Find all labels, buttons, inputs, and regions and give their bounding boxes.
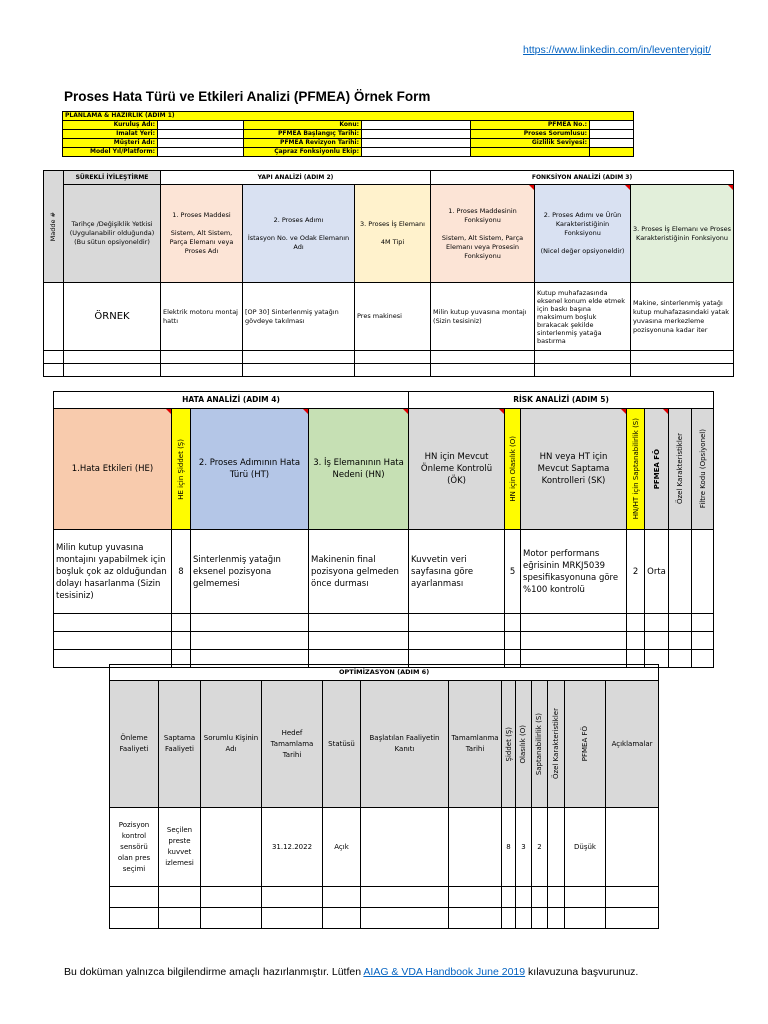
process-item-cell[interactable]: Elektrik motoru montaj hattı xyxy=(161,283,243,351)
continuous-improvement-header: SÜREKLİ İYİLEŞTİRME xyxy=(64,171,161,185)
detection-control-header: HN veya HT için Mevcut Saptama Kontrolleri (SK) xyxy=(521,409,627,530)
planning-value xyxy=(590,148,634,157)
planning-value[interactable] xyxy=(158,148,244,157)
action-priority-cell[interactable]: Düşük xyxy=(565,808,606,887)
occurrence-header: HN için Olasılık (O) xyxy=(505,409,521,530)
empty-cell[interactable] xyxy=(627,632,645,650)
occurrence-cell[interactable]: 5 xyxy=(505,530,521,614)
empty-cell[interactable] xyxy=(516,887,532,908)
function-analysis-header: FONKSİYON ANALİZİ (ADIM 3) xyxy=(431,171,734,185)
empty-cell[interactable] xyxy=(627,614,645,632)
empty-cell[interactable] xyxy=(692,632,714,650)
empty-cell[interactable] xyxy=(505,614,521,632)
empty-cell[interactable] xyxy=(323,887,361,908)
work-element-header: 3. Proses İş Elemanı 4M Tipi xyxy=(355,185,431,283)
status-cell[interactable]: Açık xyxy=(323,808,361,887)
failure-risk-table xyxy=(53,391,714,668)
empty-cell[interactable] xyxy=(516,908,532,929)
planning-table xyxy=(62,111,634,157)
filter-code-header: Filtre Kodu (Opsiyonel) xyxy=(692,409,714,530)
process-item-header: 1. Proses Maddesi Sistem, Alt Sistem, Parça Elemanı veya Proses Adı xyxy=(161,185,243,283)
detection-control-cell[interactable]: Motor performans eğrisinin MRKJ5039 spesifikasyonuna göre %100 kontrolü xyxy=(521,530,627,614)
failure-cause-header: 3. İş Elemanının Hata Nedeni (HN) xyxy=(309,409,409,530)
empty-cell[interactable] xyxy=(309,614,409,632)
failure-mode-cell[interactable]: Sinterlenmiş yatağın eksenel pozisyona gelmemesi xyxy=(191,530,309,614)
work-element-cell[interactable]: Pres makinesi xyxy=(355,283,431,351)
function-item-header: 1. Proses Maddesinin Fonksiyonu Sistem, Alt Sistem, Parça Elemanı veya Prosesin Fonksiyonu xyxy=(431,185,535,283)
empty-cell[interactable] xyxy=(355,351,431,364)
function-element-cell[interactable]: Makine, sinterlenmiş yatağı kutup muhafazasındaki yatak yuvasına merkezleme pozisyonuna kadar iter xyxy=(631,283,734,351)
failure-effect-cell[interactable]: Milin kutup yuvasına montajını yapabilmek için boşluk çok az olduğundan dolayı hasarlanma (Sizin tesisiniz) xyxy=(54,530,172,614)
empty-cell[interactable] xyxy=(110,908,159,929)
history-header: Tarihçe /Değişiklik Yetkisi (Uygulanabilir olduğunda) (Bu sütun opsiyoneldir) xyxy=(64,185,161,283)
planning-value[interactable] xyxy=(362,139,471,148)
empty-cell[interactable] xyxy=(669,650,692,668)
planning-label: PFMEA Başlangıç Tarihi: xyxy=(244,130,362,139)
empty-cell[interactable] xyxy=(645,614,669,632)
planning-label: Müşteri Adı: xyxy=(63,139,158,148)
planning-value[interactable] xyxy=(158,130,244,139)
failure-cause-cell[interactable]: Makinenin final pozisyona gelmeden önce durması xyxy=(309,530,409,614)
structure-analysis-header: YAPI ANALİZİ (ADIM 2) xyxy=(161,171,431,185)
prevention-control-header: HN için Mevcut Önleme Kontrolü (ÖK) xyxy=(409,409,505,530)
empty-cell[interactable] xyxy=(565,887,606,908)
action-evidence-cell[interactable] xyxy=(361,808,449,887)
empty-cell[interactable] xyxy=(521,632,627,650)
empty-cell[interactable] xyxy=(323,908,361,929)
planning-value[interactable] xyxy=(362,148,471,157)
empty-cell[interactable] xyxy=(191,632,309,650)
empty-cell[interactable] xyxy=(161,351,243,364)
target-date-header: Hedef Tamamlama Tarihi xyxy=(262,681,323,808)
footer-text-end: kılavuzuna başvurunuz. xyxy=(525,966,639,978)
planning-value[interactable] xyxy=(158,121,244,130)
empty-cell[interactable] xyxy=(201,908,262,929)
risk-analysis-header: RİSK ANALİZİ (ADIM 5) xyxy=(409,392,714,409)
empty-cell[interactable] xyxy=(606,887,659,908)
planning-label xyxy=(471,148,590,157)
example-label: ÖRNEK xyxy=(64,283,161,351)
detection-action-header: Saptama Faaliyeti xyxy=(159,681,201,808)
prevention-action-cell[interactable]: Pozisyon kontrol sensörü olan pres seçimi xyxy=(110,808,159,887)
planning-label: PFMEA No.: xyxy=(471,121,590,130)
empty-cell[interactable] xyxy=(409,632,505,650)
failure-analysis-header: HATA ANALİZİ (ADIM 4) xyxy=(54,392,409,409)
planning-label: Kuruluş Adı: xyxy=(63,121,158,130)
empty-cell[interactable] xyxy=(262,908,323,929)
special-char-cell[interactable] xyxy=(669,530,692,614)
empty-cell[interactable] xyxy=(159,908,201,929)
structure-function-table xyxy=(43,170,734,377)
detection-cell[interactable]: 2 xyxy=(627,530,645,614)
action-priority-header: PFMEA FÖ xyxy=(645,409,669,530)
planning-value[interactable] xyxy=(590,121,634,130)
action-priority-cell[interactable]: Orta xyxy=(645,530,669,614)
target-date-cell[interactable]: 31.12.2022 xyxy=(262,808,323,887)
empty-cell[interactable] xyxy=(548,908,565,929)
empty-cell[interactable] xyxy=(502,887,516,908)
severity-cell[interactable]: 8 xyxy=(502,808,516,887)
empty-cell[interactable] xyxy=(201,887,262,908)
empty-cell[interactable] xyxy=(645,632,669,650)
empty-cell[interactable] xyxy=(243,364,355,377)
special-char-cell[interactable] xyxy=(548,808,565,887)
empty-cell[interactable] xyxy=(505,632,521,650)
action-priority-header: PFMEA FÖ xyxy=(565,681,606,808)
empty-cell[interactable] xyxy=(548,887,565,908)
responsible-cell[interactable] xyxy=(201,808,262,887)
empty-cell[interactable] xyxy=(692,614,714,632)
severity-cell[interactable]: 8 xyxy=(172,530,191,614)
occurrence-cell[interactable]: 3 xyxy=(516,808,532,887)
optimization-table xyxy=(109,664,659,929)
empty-cell[interactable] xyxy=(521,614,627,632)
process-step-cell[interactable]: [OP 30] Sinterlenmiş yatağın gövdeye takılması xyxy=(243,283,355,351)
empty-cell[interactable] xyxy=(54,632,172,650)
empty-cell[interactable] xyxy=(669,632,692,650)
empty-cell[interactable] xyxy=(565,908,606,929)
empty-cell[interactable] xyxy=(692,650,714,668)
empty-cell[interactable] xyxy=(110,887,159,908)
empty-cell[interactable] xyxy=(361,908,449,929)
prevention-control-cell[interactable]: Kuvvetin veri sayfasına göre ayarlanması xyxy=(409,530,505,614)
optimization-header: OPTİMİZASYON (ADIM 6) xyxy=(110,665,659,681)
empty-cell[interactable] xyxy=(355,364,431,377)
empty-cell[interactable] xyxy=(191,614,309,632)
planning-label: PFMEA Revizyon Tarihi: xyxy=(244,139,362,148)
empty-cell[interactable] xyxy=(309,632,409,650)
planning-value[interactable] xyxy=(590,139,634,148)
action-evidence-header: Başlatılan Faaliyetin Kanıtı xyxy=(361,681,449,808)
empty-cell[interactable] xyxy=(54,614,172,632)
function-element-header: 3. Proses İş Elemanı ve Proses Karakteristiğinin Fonksiyonu xyxy=(631,185,734,283)
prevention-action-header: Önleme Faaliyeti xyxy=(110,681,159,808)
occurrence-header: Olasılık (O) xyxy=(516,681,532,808)
linkedin-link[interactable]: https://www.linkedin.com/in/leventeryigit/ xyxy=(523,44,711,56)
empty-cell[interactable] xyxy=(161,364,243,377)
item-number-header: Madde # xyxy=(44,171,64,283)
failure-mode-header: 2. Proses Adımının Hata Türü (HT) xyxy=(191,409,309,530)
function-item-cell[interactable]: Milin kutup yuvasına montajı (Sizin tesisiniz) xyxy=(431,283,535,351)
footer-note xyxy=(64,966,638,978)
empty-cell[interactable] xyxy=(535,364,631,377)
detection-header: HN/HT için Saptanabilirlik (S) xyxy=(627,409,645,530)
empty-cell[interactable] xyxy=(172,632,191,650)
empty-cell[interactable] xyxy=(535,351,631,364)
planning-label: Çapraz Fonksiyonlu Ekip: xyxy=(244,148,362,157)
empty-cell[interactable] xyxy=(532,887,548,908)
filter-code-cell[interactable] xyxy=(692,530,714,614)
completion-date-cell[interactable] xyxy=(449,808,502,887)
function-step-cell[interactable]: Kutup muhafazasında eksenel konum elde etmek için baskı başına maksimum boşluk bırakacak şekilde sinterlenmiş yatağa bastırma xyxy=(535,283,631,351)
empty-cell[interactable] xyxy=(631,364,734,377)
special-char-header: Özel Karakteristikler xyxy=(669,409,692,530)
completion-date-header: Tamamlanma Tarihi xyxy=(449,681,502,808)
planning-label: Proses Sorumlusu: xyxy=(471,130,590,139)
planning-label: İmalat Yeri: xyxy=(63,130,158,139)
planning-value[interactable] xyxy=(362,121,471,130)
process-step-header: 2. Proses Adımı İstasyon No. ve Odak Elemanın Adı xyxy=(243,185,355,283)
empty-cell[interactable] xyxy=(64,351,161,364)
empty-cell[interactable] xyxy=(361,887,449,908)
planning-value[interactable] xyxy=(158,139,244,148)
planning-label: Konu: xyxy=(244,121,362,130)
empty-cell[interactable] xyxy=(502,908,516,929)
planning-label: Gizlilik Seviyesi: xyxy=(471,139,590,148)
severity-header: HE için Şiddet (Ş) xyxy=(172,409,191,530)
item-number-cell[interactable] xyxy=(44,283,64,351)
responsible-header: Sorumlu Kişinin Adı xyxy=(201,681,262,808)
page-title: Proses Hata Türü ve Etkileri Analizi (PFMEA) Örnek Form xyxy=(64,89,431,104)
detection-header: Saptanabilirlik (S) xyxy=(532,681,548,808)
planning-title: PLANLAMA & HAZIRLIK (ADIM 1) xyxy=(63,112,634,121)
handbook-link[interactable]: AIAG & VDA Handbook June 2019 xyxy=(363,966,526,978)
empty-cell[interactable] xyxy=(44,351,64,364)
planning-value[interactable] xyxy=(362,130,471,139)
empty-cell[interactable] xyxy=(449,908,502,929)
empty-cell[interactable] xyxy=(532,908,548,929)
remarks-header: Açıklamalar xyxy=(606,681,659,808)
empty-cell[interactable] xyxy=(159,887,201,908)
empty-cell[interactable] xyxy=(44,364,64,377)
empty-cell[interactable] xyxy=(669,614,692,632)
empty-cell[interactable] xyxy=(262,887,323,908)
failure-effect-header: 1.Hata Etkileri (HE) xyxy=(54,409,172,530)
empty-cell[interactable] xyxy=(409,614,505,632)
severity-header: Şiddet (Ş) xyxy=(502,681,516,808)
empty-cell[interactable] xyxy=(431,351,535,364)
detection-cell[interactable]: 2 xyxy=(532,808,548,887)
empty-cell[interactable] xyxy=(606,908,659,929)
detection-action-cell[interactable]: Seçilen preste kuvvet izlemesi xyxy=(159,808,201,887)
special-char-header: Özel Karakteristikler xyxy=(548,681,565,808)
planning-value[interactable] xyxy=(590,130,634,139)
status-header: Statüsü xyxy=(323,681,361,808)
planning-label: Model Yıl/Platform: xyxy=(63,148,158,157)
remarks-cell[interactable] xyxy=(606,808,659,887)
empty-cell[interactable] xyxy=(64,364,161,377)
empty-cell[interactable] xyxy=(431,364,535,377)
function-step-header: 2. Proses Adımı ve Ürün Karakteristiğinin Fonksiyonu (Nicel değer opsiyoneldir) xyxy=(535,185,631,283)
empty-cell[interactable] xyxy=(631,351,734,364)
empty-cell[interactable] xyxy=(172,614,191,632)
empty-cell[interactable] xyxy=(449,887,502,908)
footer-text-start: Bu doküman yalnızca bilgilendirme amaçlı hazırlanmıştır. Lütfen xyxy=(64,966,364,978)
empty-cell[interactable] xyxy=(243,351,355,364)
